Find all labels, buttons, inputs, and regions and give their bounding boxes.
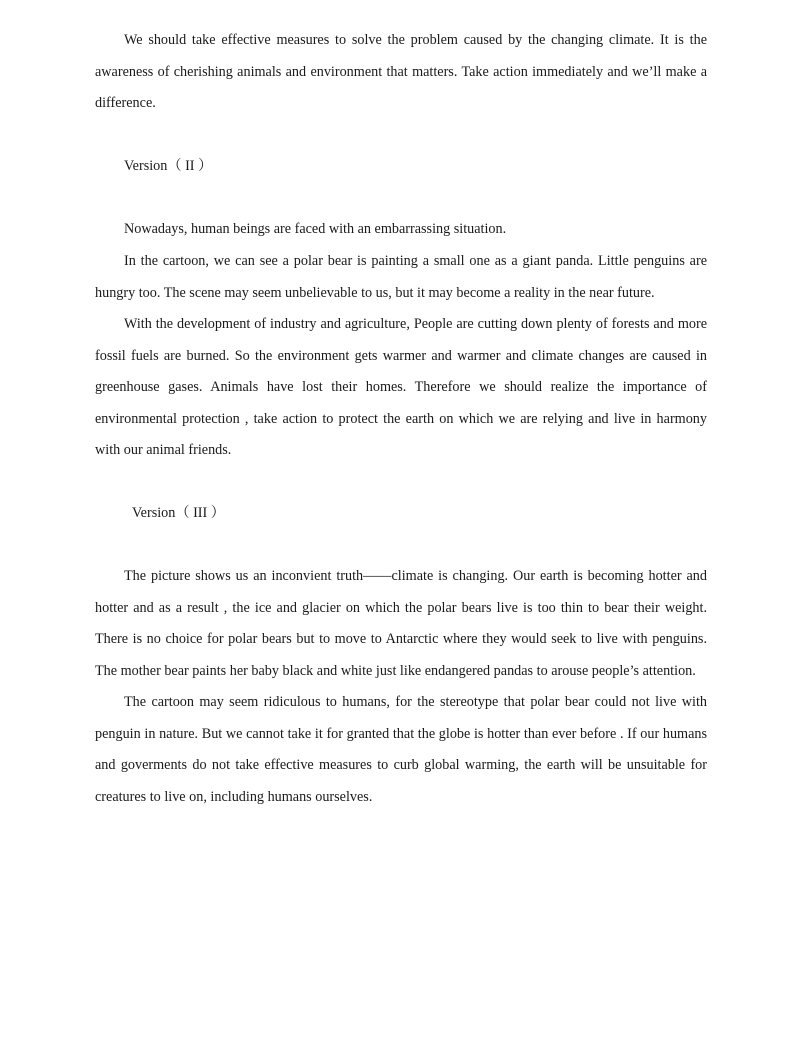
version2-paragraph-3: With the development of industry and agriculture, People are cutting down plenty of forests and more fossil fuels are burned. So the environment gets warmer and warmer and climate changes are caused in greenhouse gases. Animals have lost their homes. Therefore we should realize the importance of environmental protection , take action to protect the earth on which we are relying and live in harmony with our animal friends. [95, 316, 707, 458]
version2-heading: Version（ II ） [124, 158, 213, 174]
version2-paragraph-1: Nowadays, human beings are faced with an embarrassing situation. [124, 221, 507, 237]
version2-paragraph-2: In the cartoon, we can see a polar bear is painting a small one as a giant panda. Little penguins are hungry too. The scene may seem unbelievable to us, but it may become a reality in the near future. [95, 253, 707, 301]
version1-conclusion-paragraph: We should take effective measures to solve the problem caused by the changing climate. It is the awareness of cherishing animals and environment that matters. Take action immediately and we’ll make a difference. [95, 32, 707, 111]
version3-paragraph-1: The picture shows us an inconvient truth——climate is changing. Our earth is becoming hotter and hotter and as a result , the ice and glacier on which the polar bears live is too thin to bear their weight. There is no choice for polar bears but to move to Antarctic where they would seek to live with penguins. The mother bear paints her baby black and white just like endangered pandas to arouse people’s attention. [95, 568, 707, 679]
version3-paragraph-2: The cartoon may seem ridiculous to humans, for the stereotype that polar bear could not live with penguin in nature. But we cannot take it for granted that the globe is hotter than ever before . If our humans and goverments do not take effective measures to curb global warming, the earth will be unsuitable for creatures to live on, including humans ourselves. [95, 694, 707, 805]
version3-heading: Version（ III ） [132, 505, 225, 521]
